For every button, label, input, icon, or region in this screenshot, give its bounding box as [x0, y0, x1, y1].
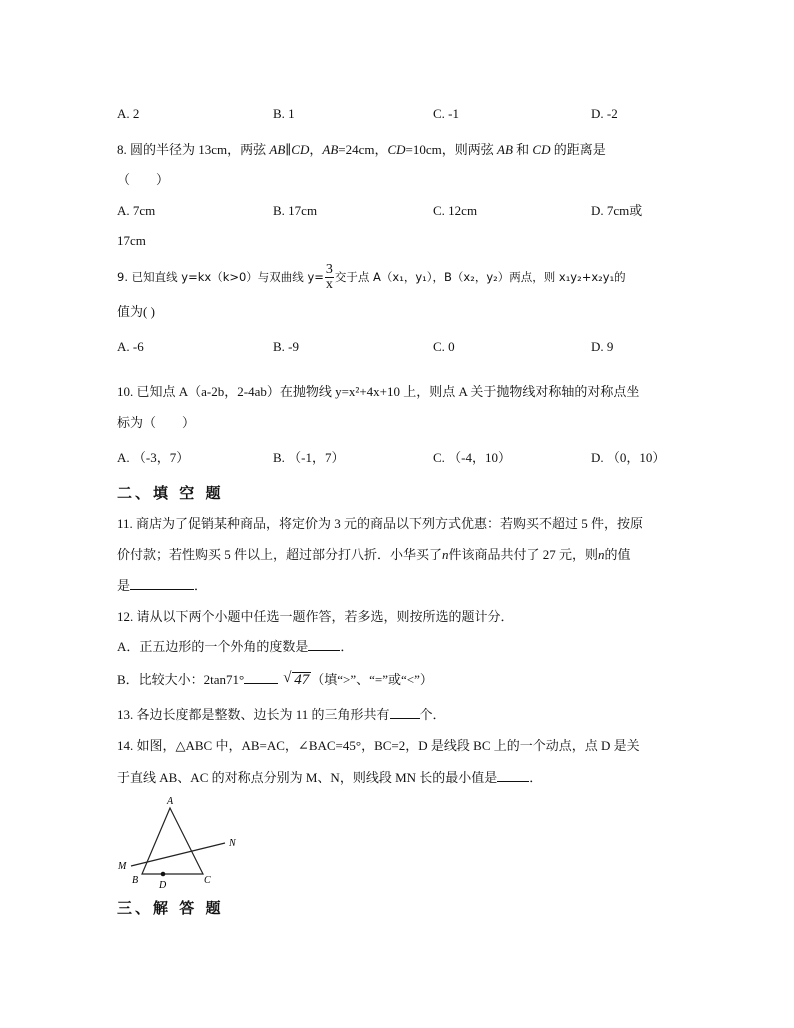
q8-option-c: C. 12cm	[433, 203, 478, 218]
answer-blank[interactable]	[308, 638, 340, 651]
label-b: B	[132, 875, 139, 886]
q13-text: 13. 各边长度都是整数、边长为 11 的三角形共有	[117, 707, 390, 722]
fraction-numerator: 3	[325, 262, 333, 277]
q14-text: 于直线 AB、AC 的对称点分别为 M、N，则线段 MN 长的最小值是	[117, 770, 498, 785]
q8-option-d: D. 7cm或	[591, 203, 643, 218]
q7-option-c: C. -1	[433, 106, 459, 121]
q9-option-c: C. 0	[433, 339, 455, 354]
q14-stem: 14. 如图，△ABC 中，AB=AC，∠BAC=45°，BC=2，D 是线段 BC 上的一个动点，点 D 是关	[117, 738, 640, 753]
q12-b-end: （填“>”、“=”或“<”）	[311, 672, 433, 687]
q8-option-b: B. 17cm	[273, 203, 318, 218]
q12-part-a	[117, 638, 353, 656]
q8-cd: CD	[291, 142, 310, 157]
q8-text: =24cm，	[338, 142, 388, 157]
q10-line2: 标为（ ）	[117, 415, 196, 430]
q9-option-a: A. -6	[117, 339, 144, 354]
q10-option-c: C. （-4，10）	[433, 450, 512, 465]
q11-line2	[117, 546, 631, 564]
q8-option-d-continued: 17cm	[117, 233, 146, 248]
q8-option-a: A. 7cm	[117, 203, 156, 218]
q9-text: 9. 已知直线 y=kx（k>0）与双曲线 y=	[117, 270, 324, 284]
q10-stem: 10. 已知点 A（a-2b，2-4ab）在抛物线 y=x²+4x+10 上，则点 A 关于抛物线对称轴的对称点坐	[117, 384, 640, 399]
label-c: C	[204, 875, 211, 886]
q9-line2: 值为( )	[117, 304, 155, 319]
q8-text: ，	[309, 142, 323, 157]
answer-blank[interactable]	[497, 769, 529, 782]
q11-text: 价付款；若性购买 5 件以上，超过部分打八折．小华买了	[117, 547, 443, 562]
q9-fraction	[325, 263, 334, 292]
q11-text: ．	[194, 578, 208, 593]
label-d: D	[159, 880, 167, 890]
q11-text: 是	[117, 578, 131, 593]
section-heading-solutions: 三、解 答 题	[117, 899, 224, 917]
q11-n: n	[442, 547, 449, 562]
q10-option-d: D. （0，10）	[591, 450, 666, 465]
answer-blank[interactable]	[130, 577, 194, 590]
section-heading-fill-in: 二、填 空 题	[117, 484, 224, 502]
q14-line2	[117, 769, 542, 787]
q12-b-text: B．比较大小：2tan71°	[117, 672, 245, 687]
segment-mn	[131, 843, 225, 866]
q8-ab: AB	[497, 142, 513, 157]
label-a: A	[167, 796, 174, 807]
q14-end: ．	[529, 770, 543, 785]
q11-text: 的值	[604, 547, 631, 562]
label-n: N	[229, 838, 236, 849]
q8-stem	[117, 141, 606, 159]
q8-cd: CD	[387, 142, 406, 157]
q8-paren: （ ）	[117, 172, 170, 187]
q8-text: 和	[512, 142, 533, 157]
q12-part-b	[117, 671, 433, 689]
q11-text: 件该商品共付了 27 元，则	[448, 547, 599, 562]
point-d	[161, 872, 166, 877]
q7-option-b: B. 1	[273, 106, 295, 121]
q9-stem	[117, 262, 626, 292]
q8-ab: AB	[322, 142, 339, 157]
q7-option-a: A. 2	[117, 106, 140, 121]
q8-cd: CD	[532, 142, 551, 157]
q13-stem	[117, 706, 446, 724]
q9-option-d: D. 9	[591, 339, 614, 354]
label-m: M	[118, 861, 127, 872]
q8-text: 8. 圆的半径为 13cm，两弦	[117, 142, 270, 157]
q8-parallel: ∥	[285, 142, 292, 157]
answer-blank[interactable]	[390, 706, 420, 719]
answer-blank[interactable]	[244, 671, 278, 684]
q8-text: 的距离是	[550, 142, 606, 157]
q12-a-text: A．正五边形的一个外角的度数是	[117, 639, 309, 654]
q7-option-d: D. -2	[591, 106, 618, 121]
q10-option-b: B. （-1，7）	[273, 450, 345, 465]
triangle-figure	[117, 790, 247, 890]
sqrt-47: √ 47	[292, 672, 311, 688]
triangle-abc	[142, 808, 203, 874]
q13-end: 个．	[419, 707, 446, 722]
q9-option-b: B. -9	[273, 339, 299, 354]
q11-n: n	[598, 547, 605, 562]
q8-text: =10cm，则两弦	[405, 142, 498, 157]
q11-line3	[117, 577, 207, 595]
q10-option-a: A. （-3，7）	[117, 450, 190, 465]
q8-ab: AB	[269, 142, 286, 157]
fraction-denominator: x	[325, 277, 333, 292]
q11-stem: 11. 商店为了促销某种商品，将定价为 3 元的商品以下列方式优惠：若购买不超过 5 件，按原	[117, 516, 644, 531]
q9-text: 交于点 A（x₁，y₁），B（x₂，y₂）两点，则 x₁y₂+x₂y₁的	[334, 270, 626, 284]
q12-a-end: ．	[340, 639, 354, 654]
q12-stem: 12. 请从以下两个小题中任选一题作答，若多选，则按所选的题计分．	[117, 609, 514, 624]
